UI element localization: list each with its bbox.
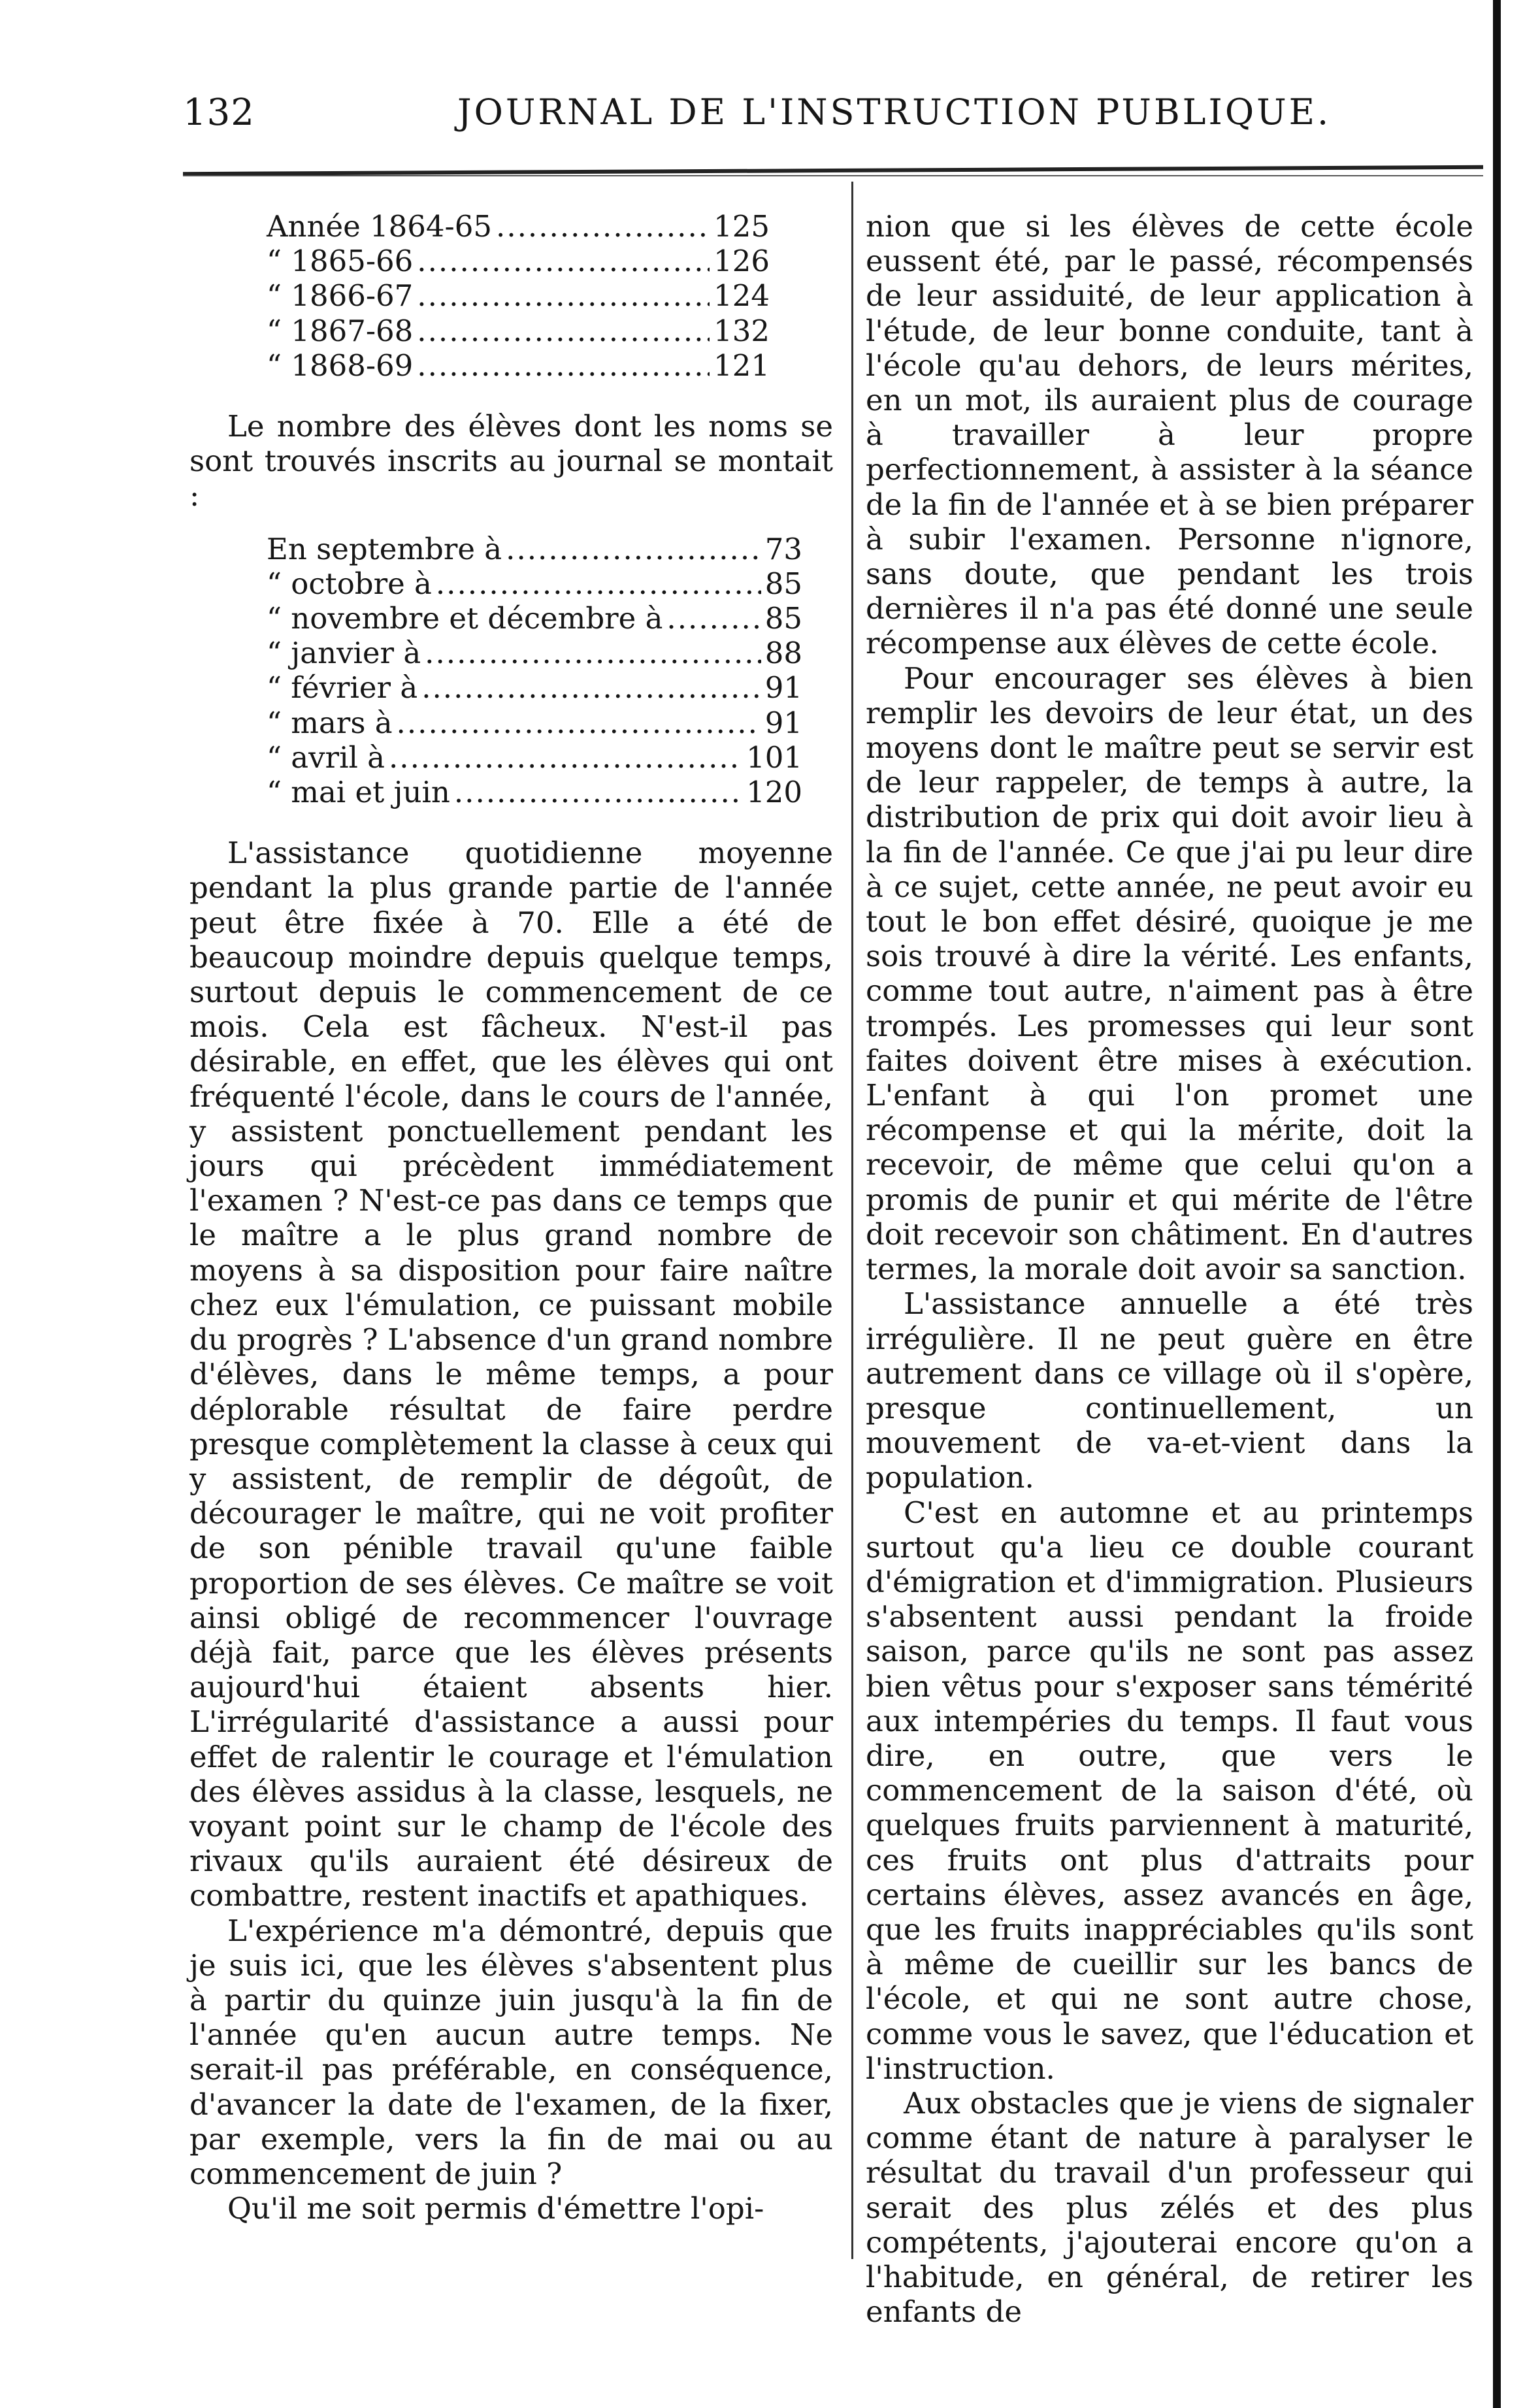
paragraph-attendance: L'assistance quotidienne moyenne pendant la plus grande partie de l'année peut être fixée à 70. Elle a été de beaucoup moindre depuis quelque temps, surtout depuis le commencement de ce mois. Cela est fâcheux. N'est-il pas désirable, en effet, que les élèves qui ont fréquenté l'école, dans le cours de l'année, y assistent ponctuellement pendant les jours qui précèdent immédiatement l'examen ? N'est-ce pas dans ce temps que le maître a le plus grand nombre de moyens à sa disposition pour faire naître chez eux l'émulation, ce puissant mobile du progrès ? L'absence d'un grand nombre d'élèves, dans le même temps, a pour déplorable résultat de faire perdre presque complètement la classe à ceux qui y assistent, de remplir de dégoût, de décourager le maître, qui ne voit profiter de son pénible travail qu'une faible proportion de ses élèves. Ce maître se voit ainsi obligé de recommencer l'ouvrage déjà fait, parce que les élèves présents aujourd'hui étaient absents hier. L'irrégularité d'assistance a aussi pour effet de ralentir le courage et l'émulation des élèves assidus à la classe, lesquels, ne voyant point sur le champ de l'école des rivaux qu'ils auraient été désireux de combattre, restent inactifs et apathiques. [189, 836, 833, 1913]
enrollment-by-month-table [267, 532, 802, 810]
paragraph-annual-attendance: L'assistance annuelle a été très irrégulière. Il ne peut guère en être autrement dans ce village où il s'opère, presque continuellement, un mouvement de va-et-vient dans la population. [866, 1286, 1473, 1495]
month-row: “ janvier à ..... 88 [267, 636, 802, 670]
page-header [183, 85, 1464, 157]
year-row: “ 1867-68 ..... 132 [267, 314, 770, 348]
year-row: Année 1864-65 ..... 125 [267, 209, 770, 244]
header-rule-thin [183, 175, 1483, 176]
running-title: JOURNAL DE L'INSTRUCTION PUBLIQUE. [457, 91, 1332, 133]
month-row: “ avril à ..... 101 [267, 740, 802, 775]
paragraph-opinion-start: Qu'il me soit permis d'émettre l'opi- [227, 2191, 764, 2226]
right-column [866, 209, 1473, 2329]
year-row: “ 1865-66 ..... 126 [267, 244, 770, 278]
paragraph-seasons: C'est en automne et au printemps surtout qu'a lieu ce double courant d'émigration et d'immigration. Plusieurs s'absentent aussi pendant la froide saison, parce qu'ils ne sont pas assez bien vêtus pour s'exposer sans témérité aux intempéries du temps. Il faut vous dire, en outre, que vers le commencement de la saison d'été, où quelques fruits parviennent à maturité, ces fruits ont plus d'attraits pour certains élèves, assez avancés en âge, que les fruits inappréciables qu'ils sont à même de cueillir sur les bancs de l'école, et qui ne sont autre chose, comme vous le savez, que l'éducation et l'instruction. [866, 1495, 1473, 2086]
paragraph-obstacles: Aux obstacles que je viens de signaler comme étant de nature à paralyser le résultat du travail d'un professeur qui serait des plus zélés et des plus compétents, j'ajouterai encore qu'on a l'habitude, en général, de retirer les enfants de [866, 2085, 1473, 2330]
enrollment-by-year-table [267, 209, 770, 383]
paragraph-encouragement: Pour encourager ses élèves à bien remplir les devoirs de leur état, un des moyens dont le maître peut se servir est de leur rappeler, de temps à autre, la distribution de prix qui doit avoir lieu à la fin de l'année. Ce que j'ai pu leur dire à ce sujet, cette année, ne peut avoir eu tout le bon effet désiré, quoique je me sois trouvé à dire la vérité. Les enfants, comme tout autre, n'aiment pas à être trompés. Les promesses qui leur sont faites doivent être mises à exécution. L'enfant à qui l'on promet une récompense et qui la mérite, doit la recevoir, de même que celui qu'on a promis de punir et qui mérite de l'être doit recevoir son châtiment. En d'autres termes, la morale doit avoir sa sanction. [866, 660, 1473, 1287]
column-divider [851, 182, 853, 2259]
paragraph-experience: L'expérience m'a démontré, depuis que je suis ici, que les élèves s'absentent plus à partir du quinze juin jusqu'à la fin de l'année qu'en aucun autre temps. Ne serait-il pas préférable, en conséquence, d'avancer la date de l'examen, de la fixer, par exemple, vers la fin de mai ou au commencement de juin ? [189, 1913, 833, 2191]
month-row: “ novembre et décembre à ..... 85 [267, 601, 802, 636]
paragraph-opinion-continued: nion que si les élèves de cette école eussent été, par le passé, récompensés de leur assiduité, de leur application à l'étude, de leur bonne conduite, tant à l'école qu'au dehors, de leurs mérites, en un mot, ils auraient plus de courage à travailler à leur propre perfectionnement, à assister à la séance de la fin de l'année et à se bien préparer à subir l'examen. Personne n'ignore, sans doute, que pendant les trois dernières il n'a pas été donné une seule récompense aux élèves de cette école. [866, 209, 1473, 661]
left-column [189, 209, 833, 2226]
page-number: 132 [183, 91, 255, 134]
month-row: “ octobre à ..... 85 [267, 566, 802, 601]
year-row: “ 1868-69 ..... 121 [267, 348, 770, 383]
month-row: En septembre à ..... 73 [267, 532, 802, 566]
month-row: “ février à ..... 91 [267, 670, 802, 705]
page-spine-edge [1493, 0, 1501, 2408]
month-row: “ mars à ..... 91 [267, 706, 802, 740]
month-row: “ mai et juin ..... 120 [267, 775, 802, 809]
header-rule [183, 165, 1483, 176]
year-row: “ 1866-67 ..... 124 [267, 278, 770, 313]
intro-paragraph: Le nombre des élèves dont les noms se sont trouvés inscrits au journal se montait : [189, 409, 833, 513]
